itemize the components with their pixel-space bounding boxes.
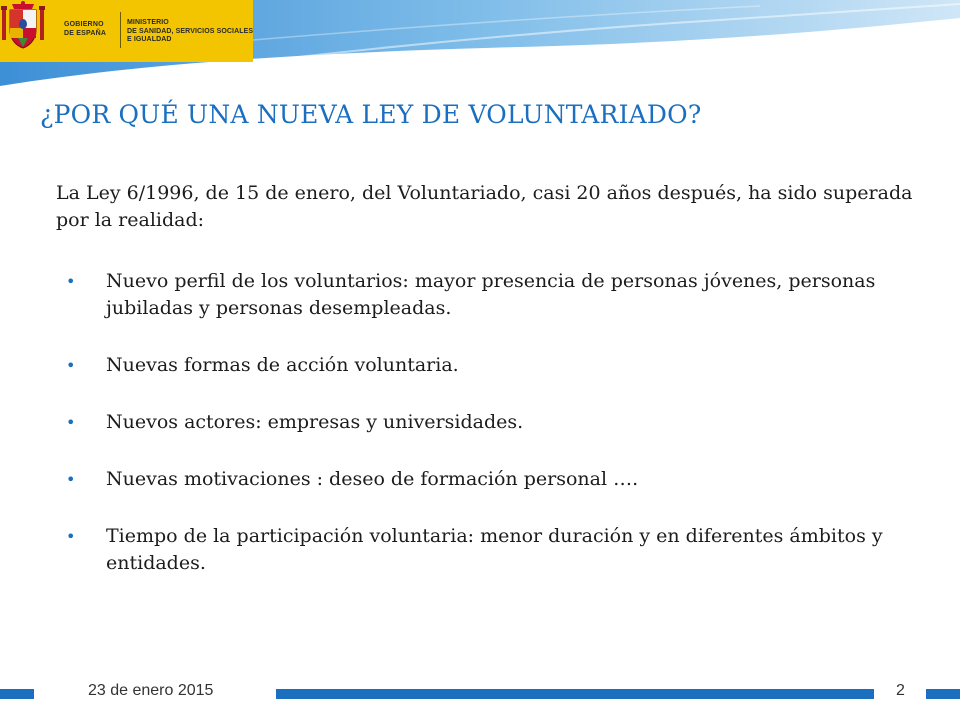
- bullet-list: [66, 268, 926, 607]
- bullet-icon: •: [66, 470, 76, 489]
- ministerio-line-2: DE SANIDAD, SERVICIOS SOCIALES: [127, 27, 254, 35]
- logo-divider: [120, 12, 121, 48]
- ministerio-label: [127, 19, 253, 45]
- footer-bar-left: [0, 689, 34, 699]
- gobierno-line-2: DE ESPAÑA: [64, 30, 107, 37]
- government-logo: [0, 0, 253, 62]
- intro-paragraph: La Ley 6/1996, de 15 de enero, del Voluntariado, casi 20 años después, ha sido superada por la realidad:: [56, 182, 913, 231]
- footer-bar-right: [926, 689, 960, 699]
- bullet-text: Nuevas formas de acción voluntaria.: [106, 354, 459, 376]
- list-item: [66, 466, 926, 493]
- ministerio-line-1: MINISTERIO: [127, 19, 169, 26]
- bullet-icon: •: [66, 356, 76, 375]
- footer-date: 23 de enero 2015: [88, 682, 214, 699]
- bullet-icon: •: [66, 527, 76, 546]
- bullet-icon: •: [66, 413, 76, 432]
- slide-title: ¿POR QUÉ UNA NUEVA LEY DE VOLUNTARIADO?: [40, 100, 702, 129]
- bullet-text: Tiempo de la participación voluntaria: menor duración y en diferentes ámbitos y entidades.: [106, 525, 883, 574]
- bullet-icon: •: [66, 272, 76, 291]
- footer-bar-middle: [276, 689, 874, 699]
- gobierno-line-1: GOBIERNO: [64, 21, 104, 28]
- ministerio-line-3: E IGUALDAD: [127, 36, 172, 43]
- header-band: [0, 0, 960, 100]
- list-item: [66, 523, 926, 577]
- list-item: [66, 352, 926, 379]
- gobierno-label: [64, 20, 106, 38]
- page-number: 2: [896, 682, 905, 699]
- bullet-text: Nuevos actores: empresas y universidades.: [106, 411, 524, 433]
- coat-of-arms-icon: [0, 0, 46, 50]
- bullet-text: Nuevas motivaciones : deseo de formación personal ….: [106, 468, 639, 490]
- list-item: [66, 268, 926, 322]
- bullet-text: Nuevo perfil de los voluntarios: mayor presencia de personas jóvenes, personas jubiladas y personas desempleadas.: [106, 270, 876, 319]
- list-item: [66, 409, 926, 436]
